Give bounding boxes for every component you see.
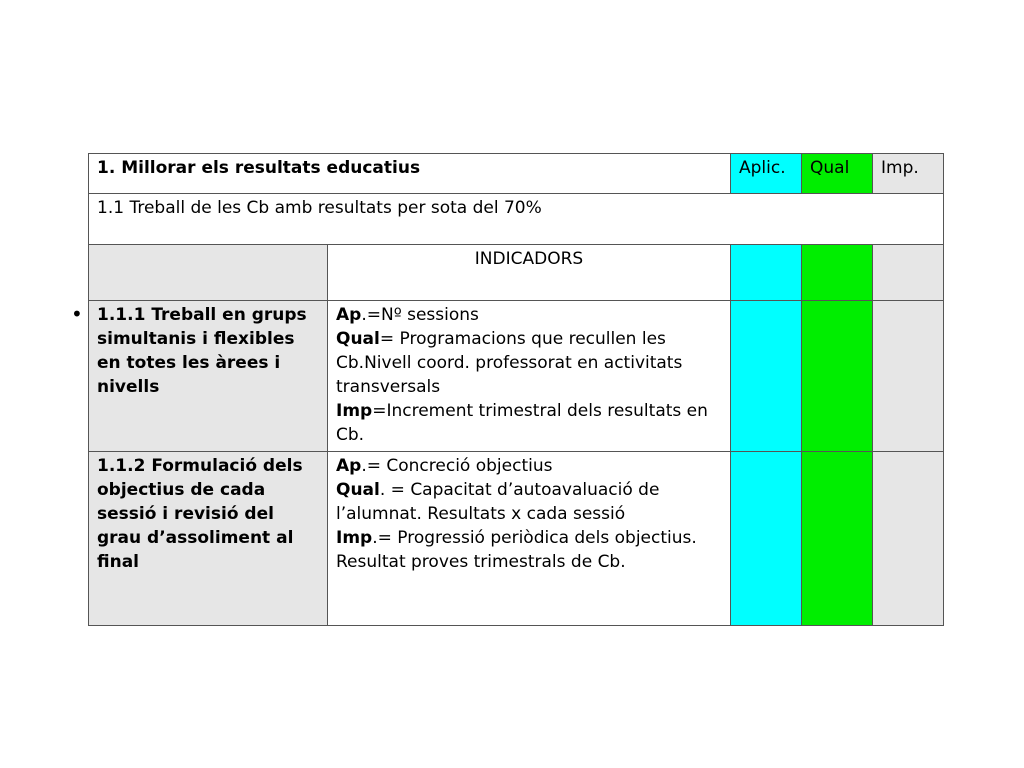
qual-cell (802, 245, 873, 301)
indicator-description (328, 452, 731, 626)
imp-label: Imp (336, 401, 373, 421)
indicator-description (328, 301, 731, 452)
subheader-row (89, 194, 944, 245)
aplic-cell (731, 301, 802, 452)
action-title: 1.1.1 Treball en grups simultanis i flexibles en totes les àrees i nivells (89, 301, 328, 452)
imp-label: Imp (336, 528, 373, 548)
imp-text: .= Progressió periòdica dels objectius. Resultat proves trimestrals de Cb. (336, 528, 697, 572)
qual-line (336, 478, 722, 526)
col-header-qual: Qual (802, 154, 873, 194)
qual-cell (802, 301, 873, 452)
qual-text: = Programacions que recullen les Cb.Nivell coord. professorat en activitats transversals (336, 329, 683, 397)
objectives-table (88, 153, 944, 626)
qual-text: . = Capacitat d’autoavaluació de l’alumnat. Resultats x cada sessió (336, 480, 660, 524)
qual-label: Qual (336, 480, 380, 500)
empty-cell (89, 245, 328, 301)
ap-line (336, 303, 722, 327)
qual-line (336, 327, 722, 399)
list-bullet: • (71, 302, 83, 326)
objective-title: 1. Millorar els resultats educatius (89, 154, 731, 194)
imp-line (336, 399, 722, 447)
indicators-header-row (89, 245, 944, 301)
ap-text: .=Nº sessions (361, 305, 479, 325)
ap-label: Ap (336, 456, 362, 476)
qual-label: Qual (336, 329, 380, 349)
col-header-aplic: Aplic. (731, 154, 802, 194)
sub-objective: 1.1 Treball de les Cb amb resultats per sota del 70% (89, 194, 944, 245)
action-title: 1.1.2 Formulació dels objectius de cada sessió i revisió del grau d’assoliment al final (89, 452, 328, 626)
aplic-cell (731, 452, 802, 626)
ap-line (336, 454, 722, 478)
imp-cell (873, 245, 944, 301)
ap-text: .= Concreció objectius (361, 456, 553, 476)
col-header-imp: Imp. (873, 154, 944, 194)
table-row (89, 452, 944, 626)
aplic-cell (731, 245, 802, 301)
qual-cell (802, 452, 873, 626)
ap-label: Ap (336, 305, 362, 325)
imp-cell (873, 301, 944, 452)
header-row (89, 154, 944, 194)
imp-text: =Increment trimestral dels resultats en Cb. (336, 401, 708, 445)
imp-line (336, 526, 722, 574)
indicators-label: INDICADORS (328, 245, 731, 301)
table-row (89, 301, 944, 452)
imp-cell (873, 452, 944, 626)
